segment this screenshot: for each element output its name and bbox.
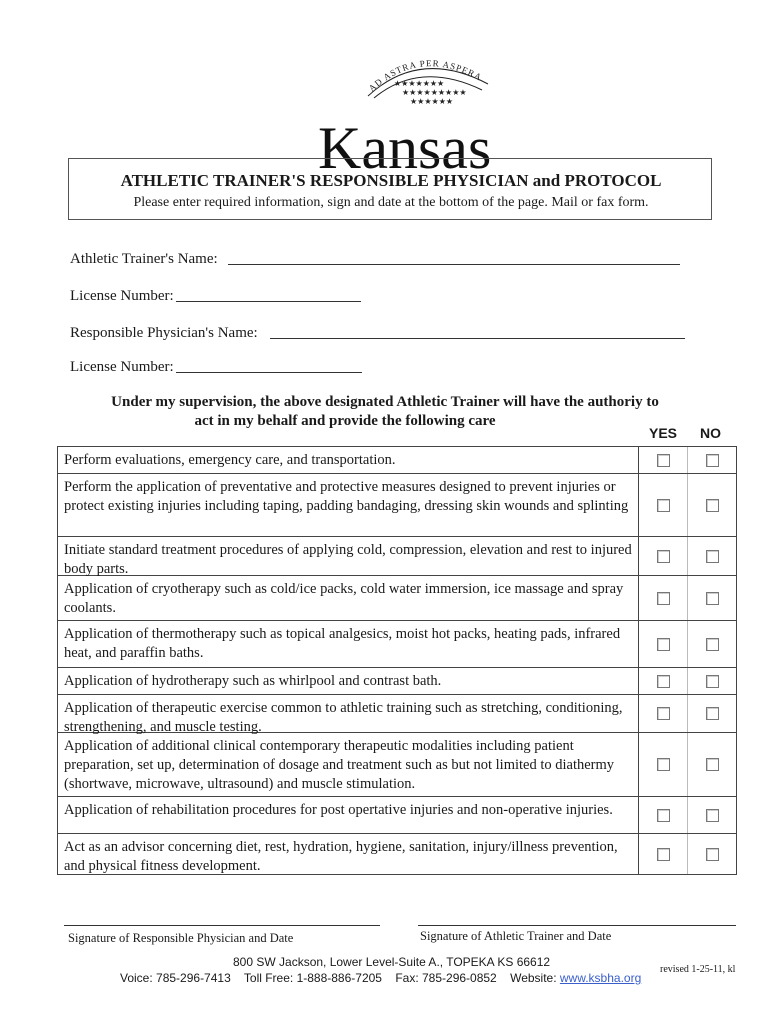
yes-checkbox[interactable] — [657, 638, 670, 651]
svg-text:★★★★★★★: ★★★★★★★ — [394, 79, 445, 88]
svg-text:★★★★★★: ★★★★★★ — [410, 97, 454, 106]
trainer-signature-field[interactable] — [418, 925, 736, 926]
physician-signature-label: Signature of Responsible Physician and Date — [68, 931, 294, 945]
page-title: ATHLETIC TRAINER'S RESPONSIBLE PHYSICIAN and PROTOCOL — [120, 171, 662, 190]
yes-checkbox[interactable] — [657, 758, 670, 771]
yes-checkbox[interactable] — [657, 592, 670, 605]
footer-website-link[interactable]: www.ksbha.org — [559, 971, 642, 985]
no-checkbox[interactable] — [706, 675, 719, 688]
revised-note: revised 1-25-11, kl — [660, 964, 736, 975]
footer-voice: Voice: 785-296-7413 — [120, 971, 231, 985]
physician-signature-field[interactable] — [64, 925, 380, 926]
care-item-text: Application of cryotherapy such as cold/ice packs, cold water immersion, ice massage and spray coolants. — [58, 576, 639, 620]
table-row — [58, 621, 736, 668]
yes-column-header: YES — [649, 425, 678, 441]
page-subtitle: Please enter required information, sign and date at the bottom of the page. Mail or fax form. — [133, 195, 649, 210]
footer-contact — [120, 971, 641, 985]
yes-checkbox[interactable] — [657, 707, 670, 720]
license-number-label-1: License Number: — [70, 288, 174, 304]
footer-tollfree: Toll Free: 1-888-886-7205 — [243, 971, 382, 985]
no-checkbox[interactable] — [706, 499, 719, 512]
care-table — [57, 446, 737, 875]
table-row — [58, 834, 736, 874]
svg-text:★★★★★★★★★: ★★★★★★★★★ — [402, 88, 467, 97]
care-item-text: Perform evaluations, emergency care, and transportation. — [58, 447, 639, 473]
table-row — [58, 695, 736, 733]
no-checkbox[interactable] — [706, 809, 719, 822]
kansas-logo — [310, 52, 505, 181]
footer-fax: Fax: 785-296-0852 — [395, 971, 497, 985]
supervision-statement-line2: act in my behalf and provide the following care — [194, 413, 496, 429]
no-checkbox[interactable] — [706, 758, 719, 771]
yes-checkbox[interactable] — [657, 675, 670, 688]
license-number-label-2: License Number: — [70, 359, 174, 375]
no-column-header: NO — [700, 425, 721, 441]
supervision-statement-line1: Under my supervision, the above designated Athletic Trainer will have the authoriy to — [111, 394, 659, 410]
footer-website-label: Website: — [510, 971, 557, 985]
physician-name-label: Responsible Physician's Name: — [70, 325, 258, 341]
yes-checkbox[interactable] — [657, 809, 670, 822]
yes-checkbox[interactable] — [657, 454, 670, 467]
table-row — [58, 474, 736, 537]
care-item-text: Application of therapeutic exercise common to athletic training such as stretching, conditioning, strengthening, and muscle testing. — [58, 695, 639, 732]
footer-address: 800 SW Jackson, Lower Level-Suite A., TOPEKA KS 66612 — [233, 955, 551, 969]
physician-license-field[interactable] — [176, 372, 362, 373]
care-item-text: Application of additional clinical contemporary therapeutic modalities including patient preparation, set up, determination of dosage and treatment such as but not limited to diathermy (shortwave, microwave, ultrasound) and muscle stimulation. — [58, 733, 639, 796]
yes-checkbox[interactable] — [657, 499, 670, 512]
trainer-name-field[interactable] — [228, 264, 680, 265]
care-item-text: Initiate standard treatment procedures of applying cold, compression, elevation and rest to injured body parts. — [58, 537, 639, 575]
table-row — [58, 797, 736, 834]
no-checkbox[interactable] — [706, 592, 719, 605]
table-row — [58, 537, 736, 576]
yes-checkbox[interactable] — [657, 550, 670, 563]
logo-wordmark: Kansas — [318, 115, 492, 181]
no-checkbox[interactable] — [706, 638, 719, 651]
no-checkbox[interactable] — [706, 707, 719, 720]
care-item-text: Application of thermotherapy such as topical analgesics, moist hot packs, heating pads, infrared heat, and paraffin baths. — [58, 621, 639, 667]
yes-checkbox[interactable] — [657, 848, 670, 861]
trainer-name-label: Athletic Trainer's Name: — [70, 251, 218, 267]
seal-stars-icon — [310, 52, 505, 112]
care-item-text: Act as an advisor concerning diet, rest, hydration, hygiene, sanitation, injury/illness prevention, and physical fitness development. — [58, 834, 639, 874]
physician-name-field[interactable] — [270, 338, 685, 339]
table-row — [58, 447, 736, 474]
title-box — [68, 158, 712, 220]
table-row — [58, 668, 736, 695]
no-checkbox[interactable] — [706, 848, 719, 861]
trainer-signature-label: Signature of Athletic Trainer and Date — [420, 929, 612, 943]
care-item-text: Application of hydrotherapy such as whirlpool and contrast bath. — [58, 668, 639, 694]
trainer-license-field[interactable] — [176, 301, 361, 302]
no-checkbox[interactable] — [706, 454, 719, 467]
table-row — [58, 576, 736, 621]
table-row — [58, 733, 736, 797]
care-item-text: Application of rehabilitation procedures for post opertative injuries and non-operative injuries. — [58, 797, 639, 833]
care-item-text: Perform the application of preventative and protective measures designed to prevent injuries or protect existing injuries including taping, padding bandaging, dressing skin wounds and splinting — [58, 474, 639, 536]
no-checkbox[interactable] — [706, 550, 719, 563]
logo-motto: AD ASTRA PER ASPERA — [366, 58, 484, 94]
